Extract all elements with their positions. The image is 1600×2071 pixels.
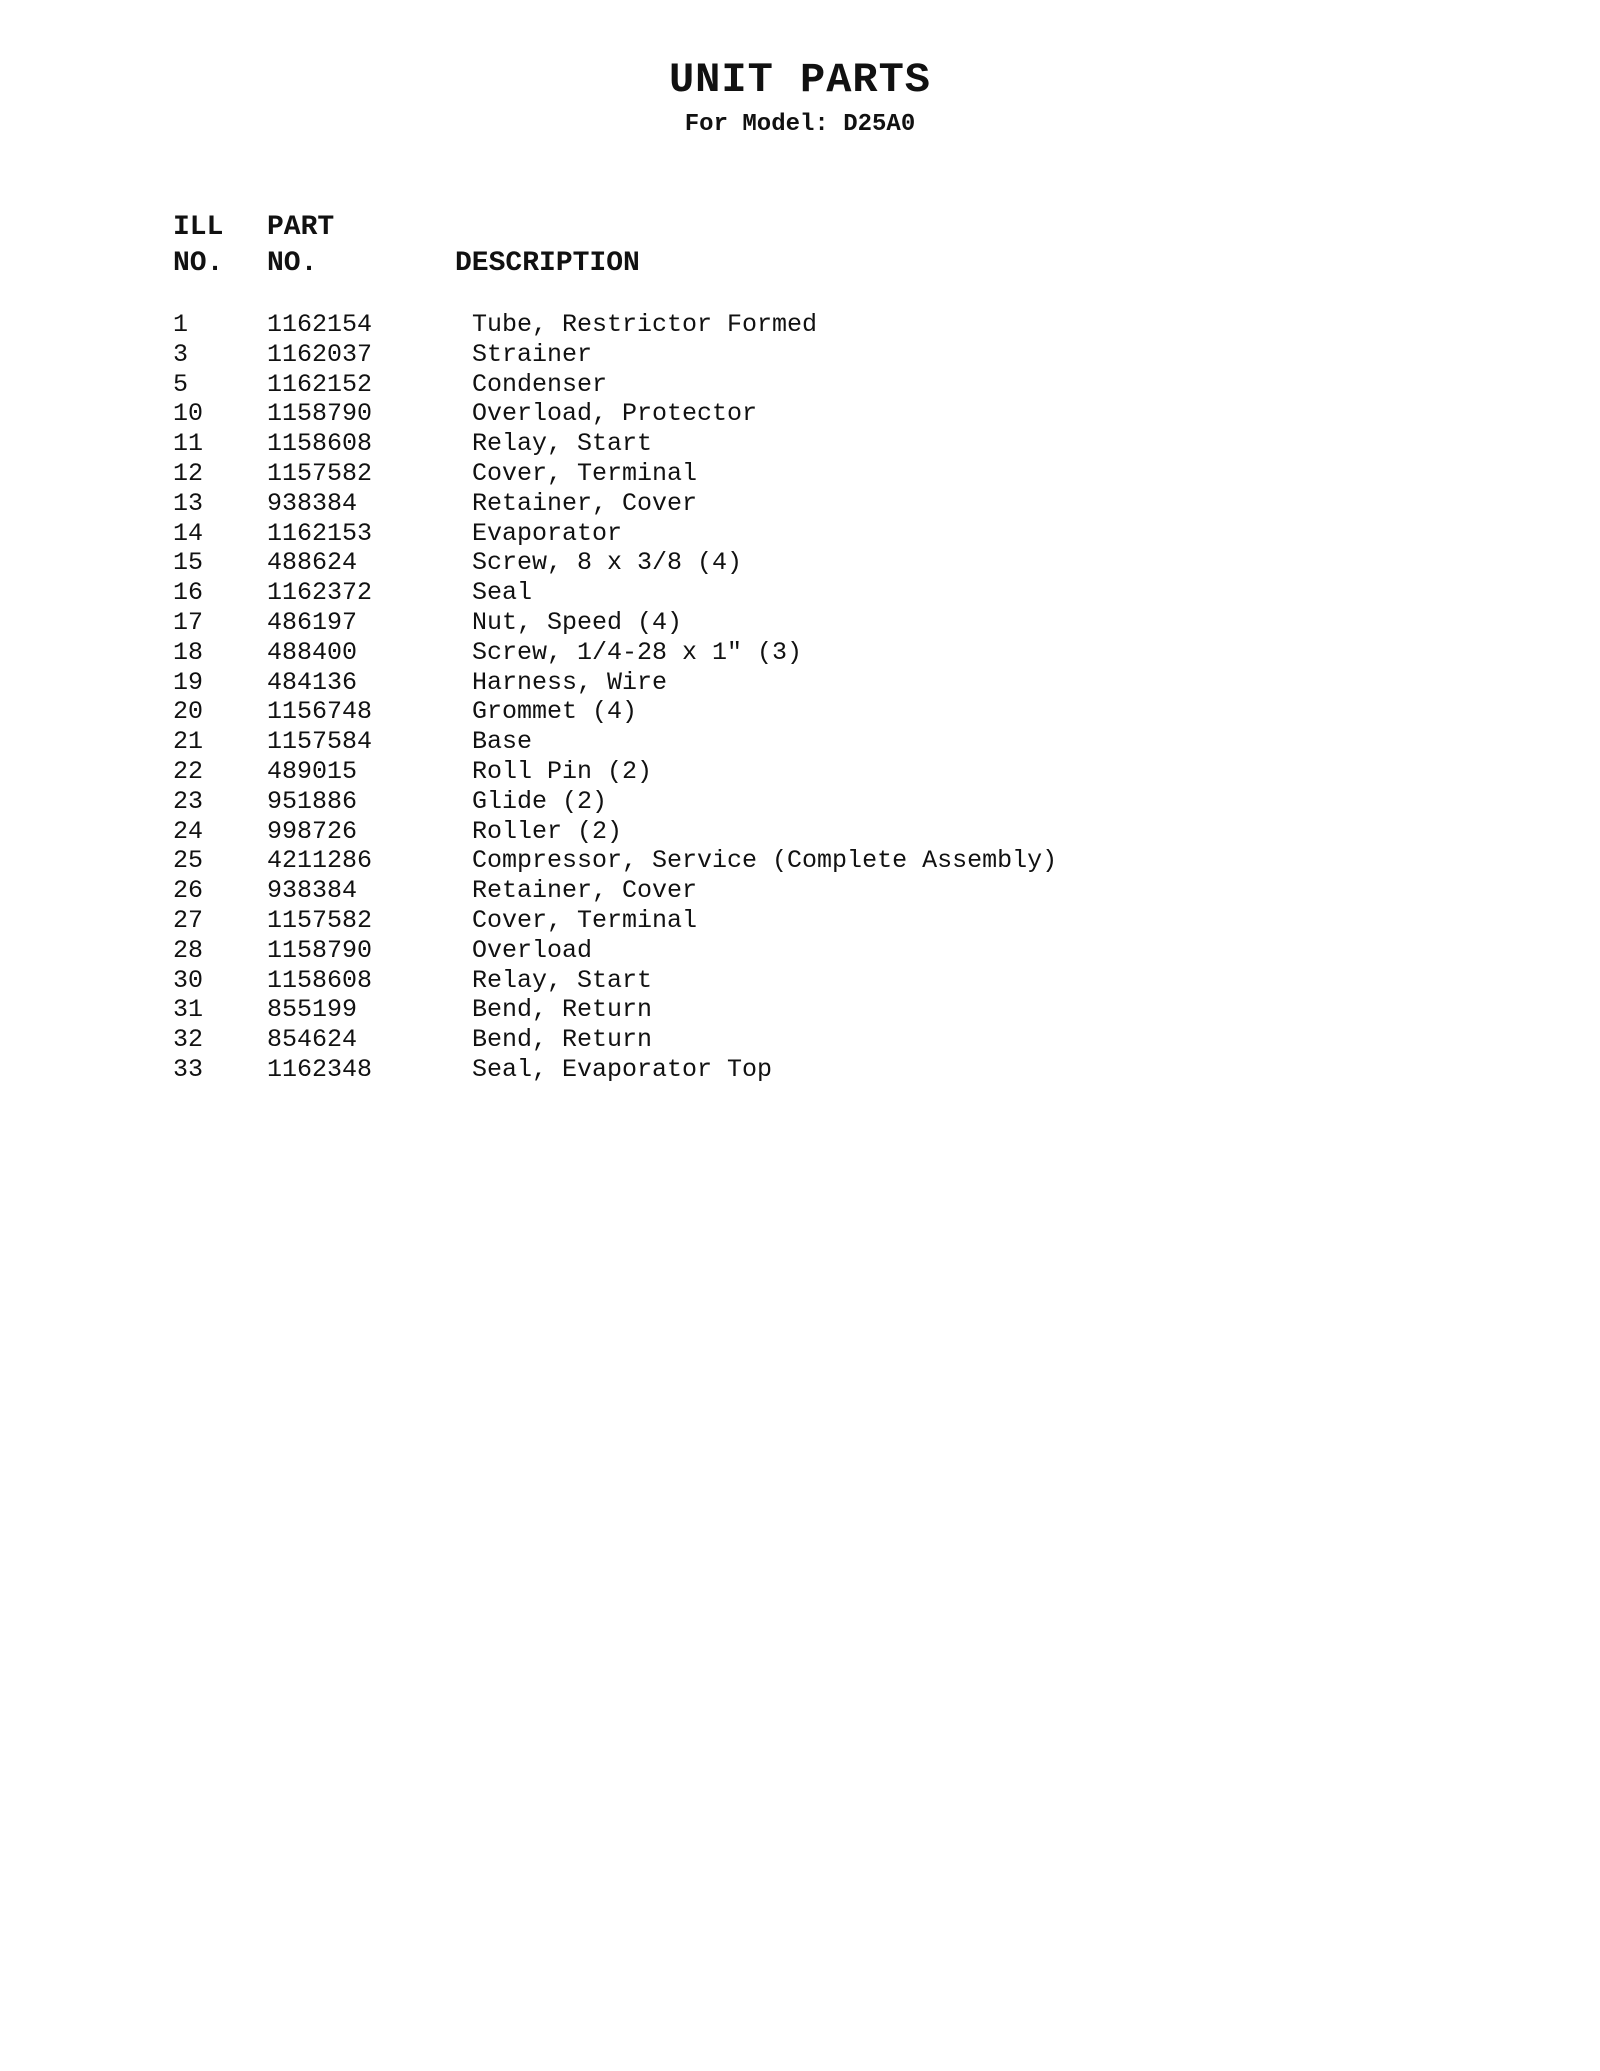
part-number-cell: 938384 [267,876,358,906]
description-cell: Overload, Protector [472,399,758,429]
table-row [173,936,1473,966]
table-row [173,727,1473,757]
ill-number-cell: 22 [173,756,204,786]
ill-number-cell: 21 [173,727,204,757]
column-header-part-line1: PART [267,212,335,243]
description-cell: Grommet (4) [472,697,638,727]
part-number-cell: 488624 [267,548,358,578]
table-row [173,995,1473,1025]
description-cell: Roller (2) [472,816,623,846]
ill-number-cell: 31 [173,995,204,1025]
table-row [173,578,1473,608]
ill-number-cell: 30 [173,965,204,995]
ill-number-cell: 32 [173,1025,204,1055]
description-cell: Evaporator [472,518,623,548]
table-row [173,548,1473,578]
column-header-ill-line1: ILL [173,212,224,243]
table-row [173,876,1473,906]
ill-number-cell: 27 [173,905,204,935]
part-number-cell: 489015 [267,756,358,786]
parts-table [173,310,1473,1085]
part-number-cell: 484136 [267,667,358,697]
ill-number-cell: 3 [173,339,189,369]
ill-number-cell: 14 [173,518,204,548]
description-cell: Condenser [472,369,608,399]
description-cell: Screw, 1/4-28 x 1" (3) [472,637,803,667]
part-number-cell: 486197 [267,607,358,637]
description-cell: Seal [472,578,533,608]
description-cell: Nut, Speed (4) [472,607,683,637]
ill-number-cell: 10 [173,399,204,429]
part-number-cell: 938384 [267,488,358,518]
description-cell: Bend, Return [472,995,653,1025]
part-number-cell: 1158608 [267,429,373,459]
description-cell: Cover, Terminal [472,458,698,488]
part-number-cell: 854624 [267,1025,358,1055]
ill-number-cell: 17 [173,607,204,637]
ill-number-cell: 12 [173,458,204,488]
ill-number-cell: 15 [173,548,204,578]
part-number-cell: 1157582 [267,905,373,935]
description-cell: Overload [472,935,593,965]
part-number-cell: 488400 [267,637,358,667]
part-number-cell: 1156748 [267,697,373,727]
part-number-cell: 1162348 [267,1054,373,1084]
description-cell: Retainer, Cover [472,488,698,518]
description-cell: Relay, Start [472,429,653,459]
ill-number-cell: 1 [173,310,189,339]
column-header-part-line2: NO. [267,248,318,279]
part-number-cell: 1157584 [267,727,373,757]
table-row [173,1025,1473,1055]
ill-number-cell: 28 [173,935,204,965]
table-row [173,846,1473,876]
table-row [173,340,1473,370]
description-cell: Base [472,727,533,757]
table-row [173,757,1473,787]
part-number-cell: 1162372 [267,578,373,608]
table-row [173,459,1473,489]
ill-number-cell: 24 [173,816,204,846]
ill-number-cell: 19 [173,667,204,697]
part-number-cell: 1158608 [267,965,373,995]
part-number-cell: 1158790 [267,935,373,965]
description-cell: Relay, Start [472,965,653,995]
description-cell: Strainer [472,339,593,369]
description-cell: Roll Pin (2) [472,756,653,786]
table-row [173,608,1473,638]
part-number-cell: 1158790 [267,399,373,429]
page-title: UNIT PARTS [668,56,932,104]
part-number-cell: 855199 [267,995,358,1025]
table-row [173,817,1473,847]
ill-number-cell: 13 [173,488,204,518]
description-cell: Cover, Terminal [472,905,698,935]
part-number-cell: 1162037 [267,339,373,369]
part-number-cell: 1162153 [267,518,373,548]
description-cell: Bend, Return [472,1025,653,1055]
page-subtitle: For Model: D25A0 [684,111,916,138]
table-row [173,519,1473,549]
description-cell: Seal, Evaporator Top [472,1054,773,1084]
ill-number-cell: 18 [173,637,204,667]
ill-number-cell: 26 [173,876,204,906]
table-row [173,906,1473,936]
ill-number-cell: 20 [173,697,204,727]
table-row [173,370,1473,400]
description-cell: Tube, Restrictor Formed [472,310,818,339]
table-row [173,310,1473,340]
table-row [173,1055,1473,1085]
part-number-cell: 998726 [267,816,358,846]
column-header-ill-line2: NO. [173,248,224,279]
ill-number-cell: 33 [173,1054,204,1084]
part-number-cell: 951886 [267,786,358,816]
ill-number-cell: 5 [173,369,189,399]
ill-number-cell: 16 [173,578,204,608]
description-cell: Glide (2) [472,786,608,816]
part-number-cell: 1162154 [267,310,373,339]
table-row [173,399,1473,429]
table-row [173,787,1473,817]
column-header-description: DESCRIPTION [455,248,640,279]
part-number-cell: 1162152 [267,369,373,399]
description-cell: Retainer, Cover [472,876,698,906]
description-cell: Harness, Wire [472,667,668,697]
description-cell: Compressor, Service (Complete Assembly) [472,846,1058,876]
table-row [173,489,1473,519]
part-number-cell: 4211286 [267,846,373,876]
part-number-cell: 1157582 [267,458,373,488]
table-row [173,638,1473,668]
ill-number-cell: 23 [173,786,204,816]
description-cell: Screw, 8 x 3/8 (4) [472,548,743,578]
table-row [173,668,1473,698]
ill-number-cell: 25 [173,846,204,876]
table-row [173,429,1473,459]
table-row [173,966,1473,996]
table-row [173,697,1473,727]
ill-number-cell: 11 [173,429,204,459]
